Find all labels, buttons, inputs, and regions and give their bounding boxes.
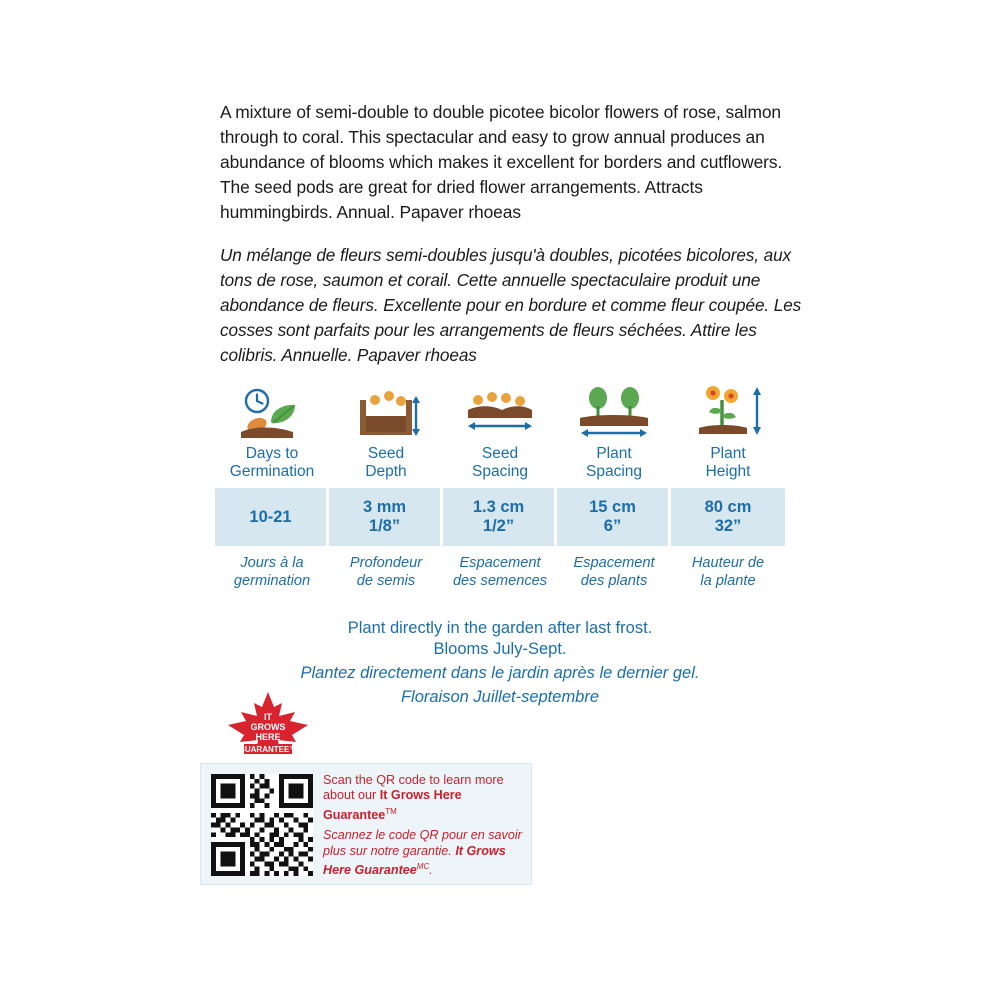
qr-fr-bold2: Here Guarantee	[323, 863, 417, 878]
spec-label-fr-line2: la plante	[700, 573, 756, 589]
spec-label-fr-line2: germination	[233, 573, 311, 589]
spec-label-line2: Germination	[229, 463, 315, 480]
spec-label-fr-plant-spacing	[557, 554, 671, 598]
spec-label-fr-plant-height	[671, 554, 785, 598]
qr-instructions	[323, 773, 523, 879]
spec-icon-plant-height	[671, 380, 785, 442]
qr-fr-line1: Scannez le code QR pour en savoir	[323, 828, 522, 843]
plant-spacing-icon	[557, 382, 671, 440]
qr-code-image[interactable]	[211, 774, 313, 876]
spec-label-fr-seed-spacing	[443, 554, 557, 598]
spec-label-plant-height	[671, 442, 785, 484]
qr-instructions-fr	[323, 828, 523, 878]
spec-value-days-to-germination	[215, 488, 329, 546]
spec-label-line1: Days to	[245, 445, 299, 462]
spec-label-days-to-germination	[215, 442, 329, 484]
qr-fr-bold1: It Grows	[455, 843, 506, 858]
qr-en-line1: Scan the QR code to learn	[323, 773, 472, 787]
packet-card	[168, 0, 832, 1000]
spec-value-line2: 1/8”	[368, 517, 401, 535]
spec-value-line1: 1.3 cm	[472, 498, 525, 516]
spec-label-fr-line1: Espacement	[573, 555, 655, 571]
spec-label-line1: Plant	[710, 445, 746, 462]
spec-label-plant-spacing	[557, 442, 671, 484]
qr-fr-sup: MC	[416, 862, 430, 872]
description-french: Un mélange de fleurs semi-doubles jusqu'à doubles, picotées bicolores, aux tons de rose, saumon et corail. Cette annuelle spectaculaire produit une abondance de fleurs. Excellente pour en bordure et comme fleur coupée. Les cosses sont parfaits pour les arrangements de fleurs séchées. Attire les colibris. Annuelle. Papaver rhoeas	[220, 245, 802, 365]
spec-label-line1: Seed	[481, 445, 519, 462]
it-grows-here-guarantee-badge	[222, 690, 314, 770]
spec-label-line2: Height	[705, 463, 751, 480]
qr-fr-line2: plus sur notre garantie.	[323, 843, 456, 858]
svg-text:GROWS: GROWS	[250, 722, 286, 732]
spec-value-plant-height	[671, 488, 785, 546]
qr-fr-end: .	[429, 863, 433, 878]
spec-label-line1: Seed	[367, 445, 405, 462]
qr-en-bold2: Here Guarantee	[323, 788, 462, 822]
spec-value-line2: 1/2”	[482, 517, 515, 535]
svg-text:GUARANTEE™: GUARANTEE™	[238, 745, 298, 754]
spec-icon-days-to-germination	[215, 380, 329, 442]
qr-en-sup: TM	[385, 806, 397, 816]
spec-icon-seed-spacing	[443, 380, 557, 442]
growing-specs-table	[215, 380, 785, 598]
spec-label-line2: Spacing	[471, 463, 528, 480]
qr-en-bold1: It Grows	[379, 788, 431, 803]
description-english: A mixture of semi-double to double picotee bicolor flowers of rose, salmon through to coral. This spectacular and easy to grow annual produces an abundance of blooms which makes it excellent for borders and cutflowers. The seed pods are great for dried flower arrangements. Attracts hummingbirds. Annual. Papaver rhoeas	[220, 102, 783, 222]
clock-seedling-icon	[215, 382, 329, 440]
spec-value-seed-depth	[329, 488, 443, 546]
qr-en-line2: more about our	[323, 773, 504, 803]
specs-icon-row	[215, 380, 785, 442]
spec-value-seed-spacing	[443, 488, 557, 546]
qr-instructions-en	[323, 773, 523, 823]
spec-label-fr-line1: Profondeur	[349, 555, 423, 571]
spec-label-fr-line1: Espacement	[459, 555, 541, 571]
spec-value-plant-spacing	[557, 488, 671, 546]
spec-value-line2: 6”	[603, 517, 622, 535]
planting-note-fr-line1: Plantez directement dans le jardin après le dernier gel.	[300, 664, 700, 682]
planting-note-en-line2: Blooms July-Sept.	[433, 640, 567, 658]
spec-label-line2: Depth	[365, 463, 407, 480]
spec-icon-plant-spacing	[557, 380, 671, 442]
specs-value-row	[215, 488, 785, 546]
specs-label-row-fr	[215, 554, 785, 598]
spec-label-fr-line1: Hauteur de	[691, 555, 765, 571]
seed-depth-icon	[329, 382, 443, 440]
spec-label-fr-line1: Jours à la	[240, 555, 304, 571]
seed-spacing-icon	[443, 382, 557, 440]
plant-height-icon	[671, 382, 785, 440]
spec-icon-seed-depth	[329, 380, 443, 442]
spec-value-line1: 3 mm	[362, 498, 407, 516]
spec-label-seed-depth	[329, 442, 443, 484]
specs-label-row-en	[215, 442, 785, 484]
spec-value-line1: 80 cm	[704, 498, 752, 516]
spec-label-fr-line2: de semis	[356, 573, 416, 589]
spec-value-line2: 32”	[714, 517, 742, 535]
spec-label-line1: Plant	[596, 445, 632, 462]
spec-label-fr-line2: des plants	[580, 573, 648, 589]
planting-note-en-line1: Plant directly in the garden after last frost.	[347, 619, 653, 637]
spec-label-line2: Spacing	[585, 463, 642, 480]
spec-label-fr-days-to-germination	[215, 554, 329, 598]
spec-label-seed-spacing	[443, 442, 557, 484]
spec-value-line1: 10-21	[249, 507, 292, 526]
planting-note-fr-line2: Floraison Juillet-septembre	[400, 688, 600, 706]
svg-text:IT: IT	[264, 712, 272, 722]
qr-code-panel[interactable]	[200, 763, 532, 885]
spec-label-fr-seed-depth	[329, 554, 443, 598]
spec-value-line1: 15 cm	[589, 498, 636, 516]
spec-label-fr-line2: des semences	[452, 573, 548, 589]
svg-text:HERE: HERE	[255, 732, 281, 742]
